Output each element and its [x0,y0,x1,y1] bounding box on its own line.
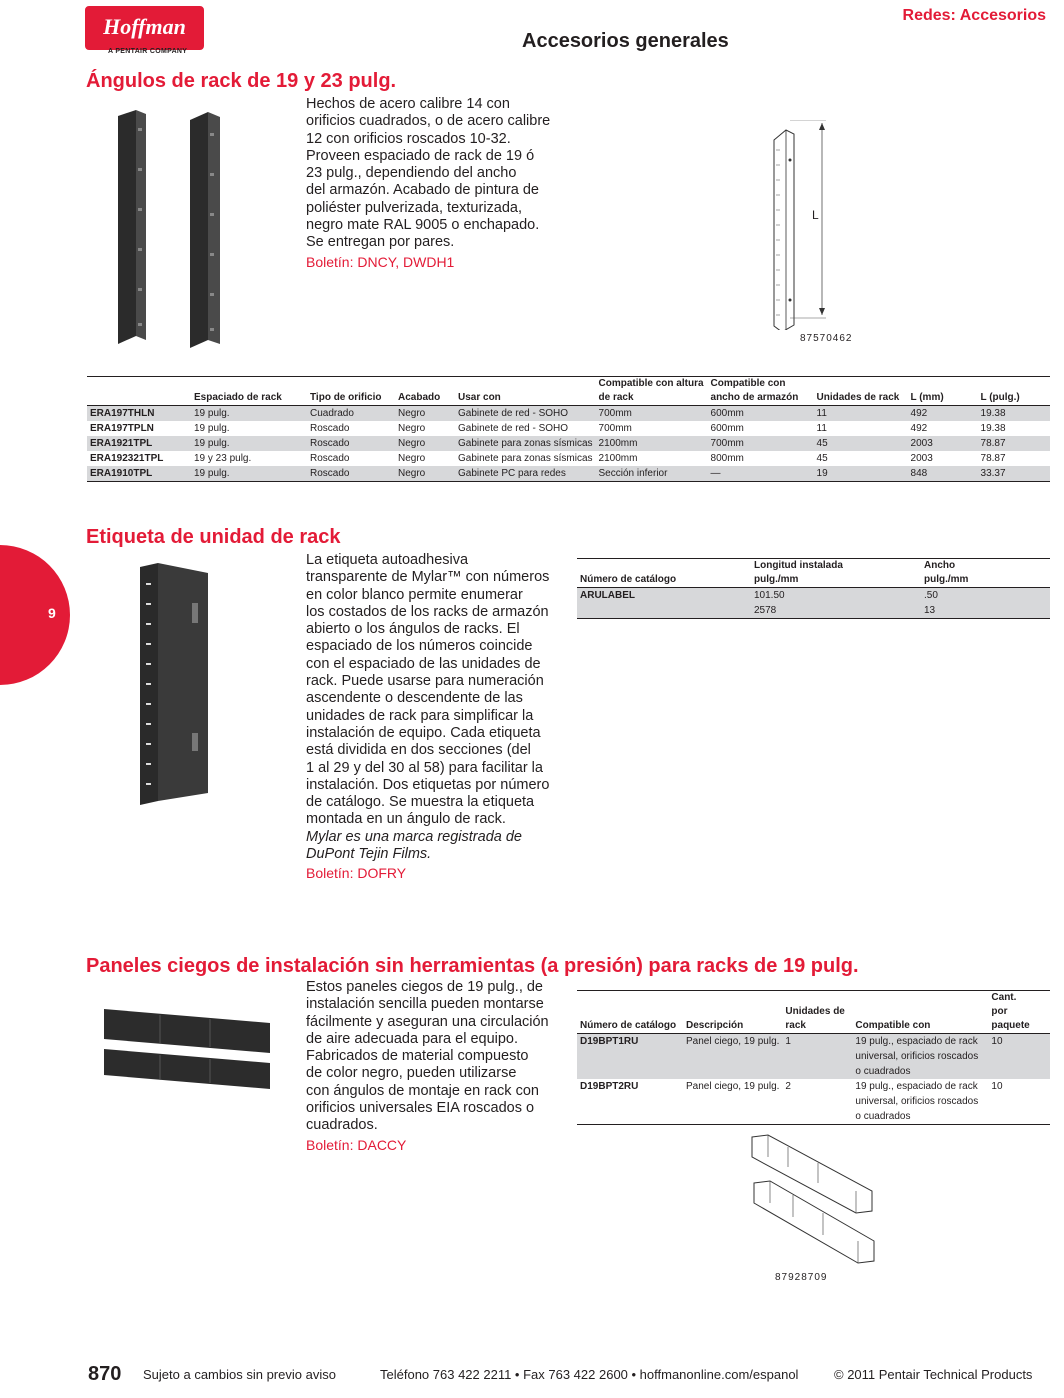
cell: 700mm [596,406,708,422]
cell: Negro [395,466,455,482]
col-header-line: pulg./mm [924,574,969,585]
table-row [87,451,1050,466]
chapter-tab [0,545,70,685]
cell: 1 [782,1034,852,1080]
text-line: Estos paneles ciegos de 19 pulg., de [306,979,543,995]
cell: 800mm [710,453,744,464]
text-line: rack. Puede usarse para numeración [306,673,544,690]
cell: .50 [921,588,1050,604]
cell: 19 y 23 pulg. [194,453,252,464]
text-line: Fabricados de material compuesto [306,1048,529,1065]
cell: 19 pulg., espaciado de rack universal, orificios roscados o cuadrados [855,1081,979,1122]
text-line: 1 al 29 y del 30 al 58) para facilitar la [306,759,543,776]
cell: ERA192321TPL [90,453,164,464]
cell: 848 [908,466,978,482]
col-header-line: Unidades de [785,1006,845,1017]
rack-angles-table [87,376,1050,482]
cell: 78.87 [980,453,1006,464]
cell: Panel ciego, 19 pulg. [686,1081,780,1092]
cell: Gabinete para zonas sísmicas [455,436,596,451]
section1-description [306,96,576,271]
logo-text: Hoffman [103,14,186,39]
page-number: 870 [88,1363,122,1385]
text-line: del armazón. Acabado de pintura de [306,182,539,199]
col-header: Número de catálogo [580,574,677,585]
cell: 11 [816,423,827,434]
cell: 700mm [598,423,632,434]
col-header: Espaciado de rack [194,392,282,403]
cell: 33.37 [978,466,1050,482]
text-line: 12 con orificios roscados 10-32. [306,130,511,147]
footer-contact: Teléfono 763 422 2211 • Fax 763 422 2600 • hoffmanonline.com/espanol [380,1367,799,1382]
figure-code: 87928709 [775,1272,828,1283]
cell: — [708,466,814,482]
cell: 600mm [708,406,814,422]
cell: ERA1910TPL [87,466,191,482]
cell: Panel ciego, 19 pulg. [683,1034,782,1080]
text-line: unidades de rack para simplificar la [306,707,534,724]
text-line: de aire adecuada para el equipo. [306,1030,519,1047]
text-line: poliéster pulverizada, texturizada, [306,199,523,216]
text-line: Hechos de acero calibre 14 con [306,96,510,112]
footer-copyright: © 2011 Pentair Technical Products [834,1367,1033,1382]
cell: 10 [991,1081,1003,1092]
cell: 492 [908,406,978,422]
text-line: montada en un ángulo de rack. [306,811,506,828]
table-header-row [577,559,1050,588]
section3-description [306,979,576,1154]
text-line: transparente de Mylar™ con números [306,569,550,586]
rack-angle-drawing [760,120,840,330]
table-header-row [87,377,1050,406]
section3-heading: Paneles ciegos de instalación sin herramientas (a presión) para racks de 19 pulg. [86,955,859,977]
rack-label-photo [136,563,216,808]
blanking-panels-photo [100,1005,280,1095]
cell: Negro [398,423,426,434]
text-line: La etiqueta autoadhesiva [306,552,469,568]
rack-angles-photo [110,108,240,350]
col-header [751,559,921,588]
blanking-panels-table [577,990,1050,1125]
col-header-line: pulg./mm [754,574,799,585]
text-line: con ángulos de montaje en rack con [306,1082,539,1099]
col-header: Acabado [398,392,441,403]
cell: 600mm [710,423,744,434]
cell: ERA197THLN [87,406,191,422]
col-header: L (mm) [910,392,944,403]
text-line: Proveen espaciado de rack de 19 ó [306,147,535,164]
logo-subtitle: A PENTAIR COMPANY [108,48,188,55]
col-header-line: Longitud instalada [754,560,843,571]
table-row [87,436,1050,451]
text-line: Se entregan por pares. [306,234,455,251]
cell: Roscado [310,453,350,464]
cell: Gabinete PC para redes [455,466,596,482]
section1-heading: Ángulos de rack de 19 y 23 pulg. [86,70,397,92]
cell: 19 [814,466,908,482]
text-line: orificios universales EIA roscados o [306,1100,535,1117]
rack-label-table [577,558,1050,619]
col-header: L (pulg.) [980,392,1020,403]
text-line: instalación de equipo. Cada etiqueta [306,724,541,741]
page-title: Accesorios generales [522,30,729,52]
blanking-panels-drawing [748,1133,880,1268]
text-line: 23 pulg., dependiendo del ancho [306,165,517,182]
text-line: está dividida en dos secciones (del [306,742,531,759]
table-row [87,466,1050,482]
col-header [87,377,191,406]
section2-description [306,552,574,883]
text-line: de catálogo. Se muestra la etiqueta [306,794,535,811]
cell: Cuadrado [307,406,395,422]
col-header [782,991,852,1034]
cell: Roscado [307,436,395,451]
cell: Roscado [310,423,350,434]
table-row [577,1034,1050,1080]
cell: Roscado [307,466,395,482]
cell: Negro [398,453,426,464]
cell: 101.50 [751,588,921,604]
cell: ARULABEL [577,588,751,604]
cell: 2003 [908,436,978,451]
dimension-label: L [812,208,819,222]
cell: Negro [395,436,455,451]
table-row [577,1079,1050,1125]
text-line: en color blanco permite enumerar [306,586,523,603]
cell [577,603,751,619]
section-label: Redes: Accesorios [902,7,1046,24]
trademark-note: DuPont Tejin Films. [306,846,432,863]
cell: Gabinete de red - SOHO [458,423,569,434]
cell: ERA197TPLN [90,423,154,434]
text-line: ascendente o descendente de las [306,690,523,707]
col-header-line: Cant. [991,992,1017,1003]
text-line: instalación. Dos etiquetas por número [306,776,550,793]
cell: 19 pulg. [194,423,230,434]
cell: 13 [921,603,1050,619]
text-line: cuadrados. [306,1117,378,1134]
figure-code: 87570462 [800,333,853,344]
cell: 19 pulg. [191,406,307,422]
cell: 2 [785,1081,791,1092]
cell: 2578 [751,603,921,619]
cell: D19BPT1RU [577,1034,683,1080]
cell: Sección inferior [596,466,708,482]
col-header: Usar con [458,392,501,403]
cell: 45 [814,436,908,451]
text-line: fácilmente y aseguran una circulación [306,1013,549,1030]
footer-notice: Sujeto a cambios sin previo aviso [143,1367,336,1382]
cell: 19 pulg., espaciado de rack universal, orificios roscados o cuadrados [852,1034,988,1080]
cell: Gabinete de red - SOHO [455,406,596,422]
text-line: negro mate RAL 9005 o enchapado. [306,217,540,234]
text-line: orificios cuadrados, o de acero calibre [306,113,551,130]
cell: 11 [814,406,908,422]
col-header: Descripción [686,1020,744,1031]
cell: ERA1921TPL [87,436,191,451]
trademark-note: Mylar es una marca registrada de [306,828,522,845]
cell: 19.38 [978,406,1050,422]
table-row [577,603,1050,619]
cell: 492 [910,423,928,434]
cell: 78.87 [978,436,1050,451]
cell: D19BPT2RU [580,1081,639,1092]
col-header-line: Ancho [924,560,956,571]
table-row [87,406,1050,422]
section2-heading: Etiqueta de unidad de rack [86,526,341,548]
col-header: Tipo de orificio [310,392,382,403]
table-row [577,588,1050,604]
text-line: con el espaciado de las unidades de [306,655,541,672]
cell: 10 [988,1034,1050,1080]
cell: 2100mm [598,453,638,464]
chapter-tab-number: 9 [48,605,56,621]
hoffman-logo [85,6,204,50]
cell: Negro [395,406,455,422]
col-header: Compatible con [855,1020,931,1031]
table-header-row [577,991,1050,1034]
bulletin-link[interactable]: Boletín: DNCY, DWDH1 [306,253,455,270]
cell: 19 pulg. [191,436,307,451]
cell: 700mm [708,436,814,451]
cell: 2003 [910,453,933,464]
bulletin-link[interactable]: Boletín: DOFRY [306,865,407,882]
cell: Gabinete para zonas sísmicas [458,453,593,464]
cell: 19 pulg. [191,466,307,482]
text-line: abierto o los ángulos de racks. El [306,621,520,638]
col-header-line: por paquete [991,1006,1030,1031]
col-header: Unidades de rack [816,392,900,403]
text-line: de color negro, pueden utilizarse [306,1065,517,1082]
col-header: Número de catálogo [580,1020,677,1031]
text-line: los costados de los racks de armazón [306,603,549,620]
bulletin-link[interactable]: Boletín: DACCY [306,1136,407,1153]
col-header: Compatible con altura de rack [598,378,704,403]
cell: 19.38 [980,423,1006,434]
cell: 45 [816,453,828,464]
col-header [988,991,1050,1034]
text-line: espaciado de los números coincide [306,638,533,655]
col-header [921,559,1050,588]
col-header-line: rack [785,1020,806,1031]
table-row [87,421,1050,436]
cell: 2100mm [596,436,708,451]
col-header: Compatible con ancho de armazón [710,378,799,403]
text-line: instalación sencilla pueden montarse [306,996,544,1013]
